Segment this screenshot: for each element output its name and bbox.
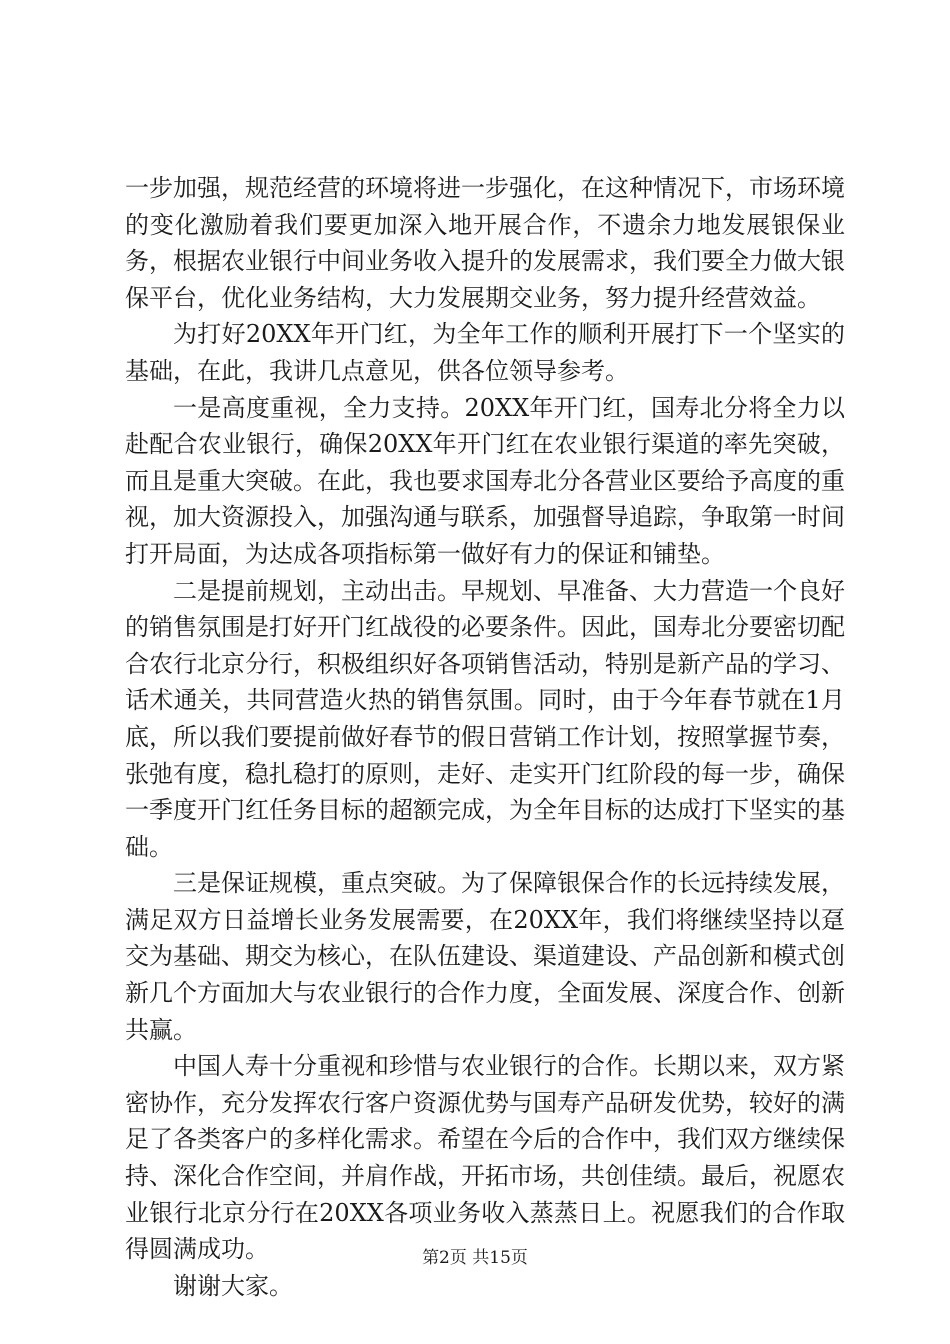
paragraph: 谢谢大家。 — [173, 1271, 293, 1300]
page-footer: 第2页 共15页 — [422, 1248, 528, 1268]
paragraph: 一步加强，规范经营的环境将进一步强化，在这种情况下，市场环境的变化激励着我们要更加深入地开展合作，不遗余力地发展银保业务，根据农业银行中间业务收入提升的发展需求，我们要全力做大银保平台，优化业务结构，大力发展期交业务，努力提升经营效益。 — [125, 174, 845, 312]
paragraph: 二是提前规划，主动出击。早规划、早准备、大力营造一个良好的销售氛围是打好开门红战役的必要条件。因此，国寿北分要密切配合农行北京分行，积极组织好各项销售活动，特别是新产品的学习、话术通关，共同营造火热的销售氛围。同时，由于今年春节就在1月底，所以我们要提前做好春节的假日营销工作计划，按照掌握节奏，张弛有度，稳扎稳打的原则，走好、走实开门红阶段的每一步，确保一季度开门红任务目标的超额完成，为全年目标的达成打下坚实的基础。 — [125, 576, 845, 861]
paragraph: 三是保证规模，重点突破。为了保障银保合作的长远持续发展，满足双方日益增长业务发展需要，在20XX年，我们将继续坚持以趸交为基础、期交为核心，在队伍建设、渠道建设、产品创新和模式创新几个方面加大与农业银行的合作力度，全面发展、深度合作、创新共赢。 — [125, 869, 845, 1044]
paragraph: 中国人寿十分重视和珍惜与农业银行的合作。长期以来，双方紧密协作，充分发挥农行客户资源优势与国寿产品研发优势，较好的满足了各类客户的多样化需求。希望在今后的合作中，我们双方继续保持、深化合作空间，并肩作战，开拓市场，共创佳绩。最后，祝愿农业银行北京分行在20XX各项业务收入蒸蒸日上。祝愿我们的合作取得圆满成功。 — [125, 1052, 845, 1264]
paragraph: 一是高度重视，全力支持。20XX年开门红，国寿北分将全力以赴配合农业银行，确保20XX年开门红在农业银行渠道的率先突破，而且是重大突破。在此，我也要求国寿北分各营业区要给予高度的重视，加大资源投入，加强沟通与联系，加强督导追踪，争取第一时间打开局面，为达成各项指标第一做好有力的保证和铺垫。 — [125, 393, 845, 568]
paragraph: 为打好20XX年开门红，为全年工作的顺利开展打下一个坚实的基础，在此，我讲几点意见，供各位领导参考。 — [125, 320, 845, 385]
document-body — [125, 170, 845, 1304]
